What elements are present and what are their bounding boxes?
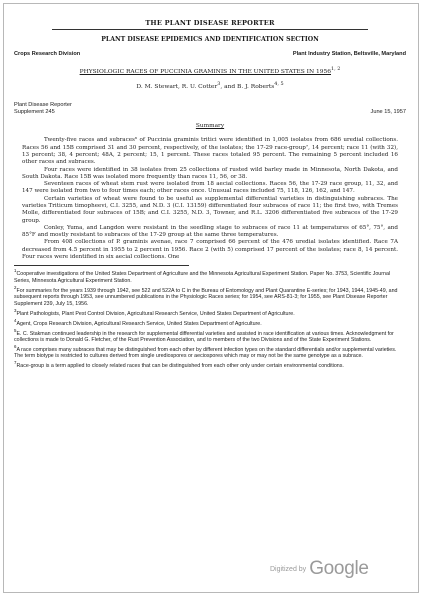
report-line2-row bbox=[14, 109, 406, 116]
google-watermark bbox=[270, 558, 369, 580]
watermark-logo: Google bbox=[309, 558, 369, 579]
division-right: Plant Industry Station, Beltsville, Maryland bbox=[292, 50, 406, 57]
footnote-4: $^4$Agent, Crops Research Division, Agricultural Research Service, United States Department of Agriculture. bbox=[14, 317, 262, 327]
document-page bbox=[14, 8, 406, 370]
report-line2: Supplement 245 bbox=[14, 109, 55, 116]
summary-heading-text: Summary bbox=[195, 123, 225, 130]
report-title: THE PLANT DISEASE REPORTER bbox=[145, 19, 275, 27]
article-title-sup: 1, 2 bbox=[331, 65, 341, 72]
summary-heading bbox=[14, 123, 406, 130]
report-date: June 15, 1957 bbox=[370, 109, 406, 116]
footnote-3: $^3$Plant Pathologists, Plant Pest Control Division, Agricultural Research Service, United States Department of Agriculture. bbox=[14, 307, 295, 317]
summary-paragraph-3: Seventeen races of wheat stem rust were isolated from 18 aecial collections. Races 56, the 17-29 race group, 11, 32, and 147 were isolated from two to four times each; other races once. Unusual races included 75, 118, 126, 162, and 147. bbox=[22, 181, 398, 195]
summary-paragraph-4: Certain varieties of wheat were found to be useful as supplemental differential varieties in distinguishing subraces. The varieties Triticum timopheevi, C.I. 3255, and N.D. 3 (C.I. 13159) differentiated four subraces of race 11; the first two, with Tremes Molle, differentiated four subraces of 15B; and C.I. 3255, N.D. 3, Towner, and R.L. 3206 differentiated five subraces of the 17-29 group. bbox=[22, 195, 398, 224]
article-title-text: PHYSIOLOGIC RACES OF PUCCINIA GRAMINIS IN THE UNITED STATES IN 1956 bbox=[79, 68, 331, 75]
authors bbox=[14, 81, 406, 91]
summary-paragraph-6: From 408 collections of P. graminis avenae, race 7 comprised 66 percent of the 476 uredial isolates identified. Race 7A decreased from 4.5 percent in 1955 to 2 percent in 1956. Race 2 (with 5) comprised 17 percent of the isolates; race 8, 14 percent. Four races were identified in six aecial collections. One bbox=[22, 239, 398, 261]
authors-b-sup: 4, 5 bbox=[274, 81, 284, 88]
summary-paragraph-5: Conley, Yuma, and Langdon were resistant in the seedling stage to subraces of race 11 at temperatures of 65°, 75°, and 85°F and mostly resistant to subraces of the 17-29 group at the same three temperatures. bbox=[22, 224, 398, 239]
watermark-small: Digitized by bbox=[270, 566, 307, 573]
division-left: Crops Research Division bbox=[14, 50, 81, 57]
header-rule bbox=[52, 29, 368, 30]
article-title bbox=[14, 66, 406, 76]
summary-body bbox=[14, 137, 406, 261]
authors-b: , and B. J. Roberts bbox=[220, 84, 275, 91]
footnote-2: $^2$For summaries for the years 1939 through 1942, see 522 and 522A to C in the Bureau of Entomology and Plant Quarantine E-series; for 1943, 1944, 1945-49, and subsequent reports through 1953, see unnumbered publications in the Physiologic Races series; for 1954, see ARS-81-3; for 1955, see Plant Disease Reporter Supplement 239, July 15, 1956. bbox=[14, 284, 398, 307]
footnotes bbox=[14, 268, 406, 369]
section-title: PLANT DISEASE EPIDEMICS AND IDENTIFICATION SECTION bbox=[101, 36, 319, 44]
summary-paragraph-2: Four races were identified in 38 isolates from 25 collections of rusted wild barley made in Minnesota, North Dakota, and South Dakota. Race 15B was isolated more frequently than races 11, 56, or 38. bbox=[22, 166, 398, 180]
footnote-1: $^1$Cooperative investigations of the United States Department of Agriculture and the Minnesota Agricultural Experiment Station. Paper No. 3753, Scientific Journal Series, Minnesota Agricultural Experiment Station. bbox=[14, 268, 391, 284]
summary-paragraph-1: Twenty-five races and subraces⁶ of Puccinia graminis tritici were identified in 1,005 isolates from 686 uredial collections. Races 56 and 15B comprised 31 and 30 percent, respectively, of the isolates; the 17-29 race-group⁷, 14 percent; race 11 (with 32), 13 percent; 38, 4 percent; 48A, 2 percent; 15, 1 percent. These races totaled 95 percent. The remaining 5 percent included 16 other races and subraces. bbox=[22, 137, 398, 166]
division-line bbox=[14, 51, 406, 58]
report-info bbox=[14, 102, 406, 116]
authors-a-sup: 3 bbox=[217, 81, 221, 88]
authors-a: D. M. Stewart, R. U. Cotter bbox=[136, 84, 218, 91]
report-line1: Plant Disease Reporter bbox=[14, 102, 72, 109]
footnote-7: $^7$Race-group is a term applied to closely related races that can be distinguished from each other only under certain environmental conditions. bbox=[14, 360, 344, 370]
footnote-5: $^5$E. C. Stakman continued leadership in the research for supplemental differential varieties and assisted in race identification at various times. Acknowledgment for collections is made to Donald G. Fletcher, of the Rust Prevention Association, and to members of the two Divisions and of the State Experiment Stations. bbox=[14, 327, 394, 343]
footnote-6: $^6$A race comprises many subraces that may be distinguished from each other by different infection types on the standard differentials and/or supplemental varieties. The term biotype is restricted to cultures derived from single urediospores or aeciospores which may or may not be the same genotype as a subrace. bbox=[14, 344, 397, 360]
footnote-rule bbox=[14, 265, 189, 266]
